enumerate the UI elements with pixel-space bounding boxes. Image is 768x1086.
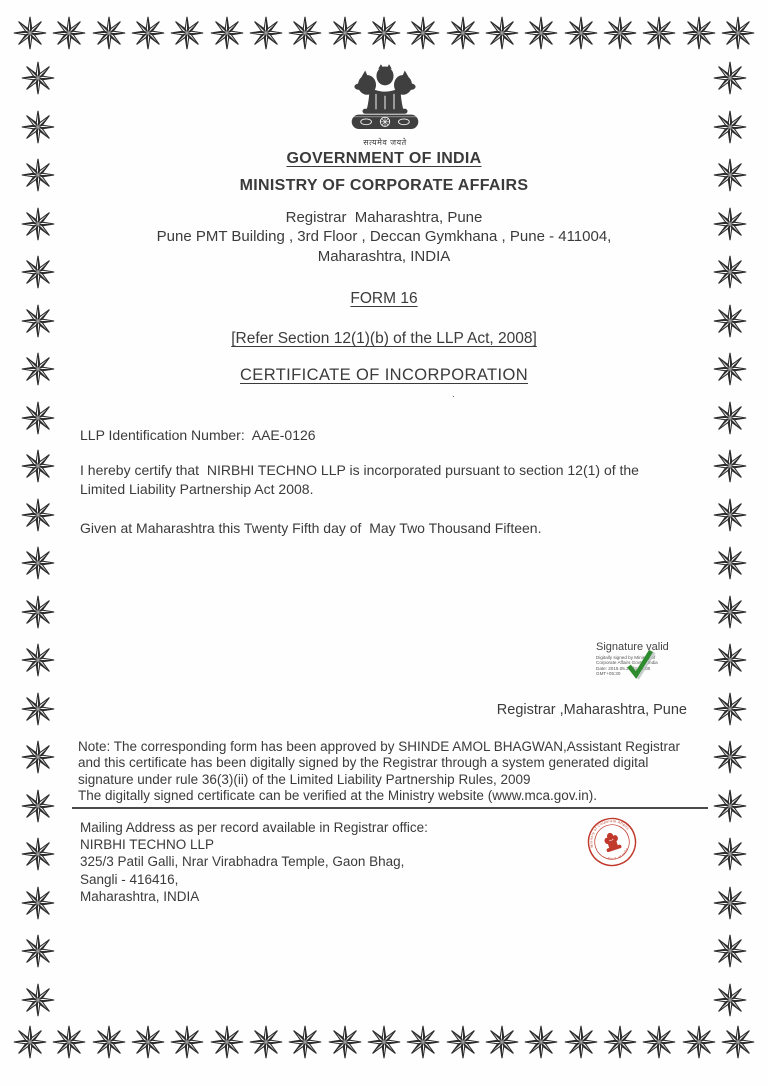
- llp-identification-number: LLP Identification Number: AAE-0126: [80, 427, 316, 443]
- border-star-icon: [485, 1025, 519, 1059]
- border-star-icon: [288, 16, 322, 50]
- border-star-icon: [210, 16, 244, 50]
- border-star-icon: [21, 643, 55, 677]
- border-star-icon: [21, 692, 55, 726]
- registrar-signoff: Registrar ,Maharashtra, Pune: [496, 702, 687, 718]
- border-star-icon: [249, 16, 283, 50]
- border-star-icon: [92, 16, 126, 50]
- border-star-icon: [170, 16, 204, 50]
- border-star-icon: [21, 934, 55, 968]
- ashoka-lion-capital-icon: [340, 64, 430, 131]
- border-star-icon: [524, 1025, 558, 1059]
- border-star-icon: [21, 886, 55, 920]
- given-at-line: Given at Maharashtra this Twenty Fifth day of May Two Thousand Fifteen.: [80, 520, 542, 536]
- office-line: Registrar Maharashtra, Pune: [285, 209, 483, 226]
- seal-arc-bottom-text: Govt. of India: [607, 847, 630, 861]
- border-star-icon: [603, 16, 637, 50]
- border-star-icon: [328, 1025, 362, 1059]
- border-star-icon: [21, 449, 55, 483]
- border-star-icon: [603, 1025, 637, 1059]
- border-star-icon: [210, 1025, 244, 1059]
- border-star-icon: [564, 1025, 598, 1059]
- border-star-icon: [642, 1025, 676, 1059]
- border-star-icon: [170, 1025, 204, 1059]
- border-star-icon: [249, 1025, 283, 1059]
- border-star-icon: [52, 16, 86, 50]
- border-star-icon: [21, 595, 55, 629]
- border-stars-left: [21, 61, 55, 1017]
- note-line: signature under rule 36(3)(ii) of the Limited Liability Partnership Rules, 2009: [78, 771, 531, 787]
- border-star-icon: [682, 16, 716, 50]
- border-star-icon: [713, 61, 747, 95]
- border-star-icon: [564, 16, 598, 50]
- ministry-heading: MINISTRY OF CORPORATE AFFAIRS: [239, 177, 529, 194]
- border-star-icon: [713, 983, 747, 1017]
- border-star-icon: [21, 740, 55, 774]
- border-star-icon: [713, 643, 747, 677]
- border-star-icon: [713, 546, 747, 580]
- border-star-icon: [13, 16, 47, 50]
- border-star-icon: [524, 16, 558, 50]
- certify-line: Limited Liability Partnership Act 2008.: [80, 480, 314, 497]
- border-star-icon: [367, 1025, 401, 1059]
- border-star-icon: [713, 789, 747, 823]
- border-star-icon: [13, 1025, 47, 1059]
- border-star-icon: [713, 401, 747, 435]
- border-star-icon: [21, 110, 55, 144]
- border-stars-top: [13, 16, 755, 50]
- mailing-line: Mailing Address as per record available in Registrar office:: [80, 820, 428, 835]
- national-emblem: [339, 64, 431, 148]
- border-star-icon: [721, 16, 755, 50]
- border-star-icon: [21, 789, 55, 823]
- border-star-icon: [713, 886, 747, 920]
- border-star-icon: [131, 1025, 165, 1059]
- horizontal-divider: [72, 807, 708, 809]
- seal-arc-top-text: Ministry of Corporate Affairs: [589, 819, 630, 848]
- mailing-address-block: [80, 819, 600, 905]
- border-star-icon: [21, 498, 55, 532]
- border-star-icon: [21, 983, 55, 1017]
- border-star-icon: [52, 1025, 86, 1059]
- mailing-line: Sangli - 416416,: [80, 871, 179, 887]
- border-star-icon: [713, 934, 747, 968]
- seal-center-emblem: [602, 831, 622, 853]
- border-star-icon: [367, 16, 401, 50]
- border-star-icon: [682, 1025, 716, 1059]
- border-star-icon: [485, 16, 519, 50]
- refer-section-line: [Refer Section 12(1)(b) of the LLP Act, 2008]: [231, 330, 537, 347]
- border-star-icon: [406, 16, 440, 50]
- government-of-india-heading: GOVERNMENT OF INDIA: [286, 150, 482, 167]
- border-star-icon: [328, 16, 362, 50]
- green-checkmark-icon: [622, 648, 656, 680]
- mailing-line: Maharashtra, INDIA: [80, 888, 200, 904]
- border-star-icon: [721, 1025, 755, 1059]
- border-star-icon: [131, 16, 165, 50]
- emblem-motto: सत्यमेव जयते: [363, 138, 407, 147]
- border-star-icon: [713, 449, 747, 483]
- note-line: The digitally signed certificate can be verified at the Ministry website (www.mca.gov.in).: [78, 788, 597, 804]
- registrar-office-address: [0, 208, 768, 266]
- note-line: Note: The corresponding form has been approved by SHINDE AMOL BHAGWAN,Assistant Registrar: [78, 739, 681, 754]
- office-line: Pune PMT Building , 3rd Floor , Deccan Gymkhana , Pune - 411004,: [156, 228, 612, 246]
- certification-paragraph: [80, 461, 680, 498]
- border-star-icon: [713, 692, 747, 726]
- border-star-icon: [713, 595, 747, 629]
- border-star-icon: [21, 837, 55, 871]
- border-star-icon: [21, 401, 55, 435]
- mailing-line: 325/3 Patil Galli, Nrar Virabhadra Temple, Gaon Bhag,: [80, 854, 405, 870]
- border-star-icon: [713, 110, 747, 144]
- mailing-line: NIRBHI TECHNO LLP: [80, 837, 215, 853]
- certificate-title: CERTIFICATE OF INCORPORATION: [239, 366, 529, 384]
- signature-details: Digitally signed by Ministry of Corporate Affairs Govt of India Date: 2015.05.25 11:54:08 GMT+05:30: [596, 655, 658, 677]
- border-star-icon: [92, 1025, 126, 1059]
- border-star-icon: [446, 1025, 480, 1059]
- note-line: and this certificate has been digitally signed by the Registrar through a system generated digital: [78, 755, 649, 771]
- border-star-icon: [446, 16, 480, 50]
- signature-valid-label: Signature valid: [596, 641, 669, 653]
- border-star-icon: [713, 837, 747, 871]
- certify-line: I hereby certify that NIRBHI TECHNO LLP is incorporated pursuant to section 12(1) of the: [80, 462, 639, 478]
- digital-signature-stamp: [596, 641, 688, 677]
- border-star-icon: [406, 1025, 440, 1059]
- border-star-icon: [288, 1025, 322, 1059]
- approval-note: [78, 739, 708, 805]
- border-star-icon: [21, 546, 55, 580]
- title-trailing-mark: .: [452, 389, 455, 400]
- border-stars-right: [713, 61, 747, 1017]
- form-number: FORM 16: [350, 290, 418, 307]
- border-star-icon: [21, 61, 55, 95]
- border-star-icon: [642, 16, 676, 50]
- border-stars-bottom: [13, 1025, 755, 1059]
- border-star-icon: [713, 498, 747, 532]
- border-star-icon: [713, 740, 747, 774]
- office-line: Maharashtra, INDIA: [317, 247, 451, 265]
